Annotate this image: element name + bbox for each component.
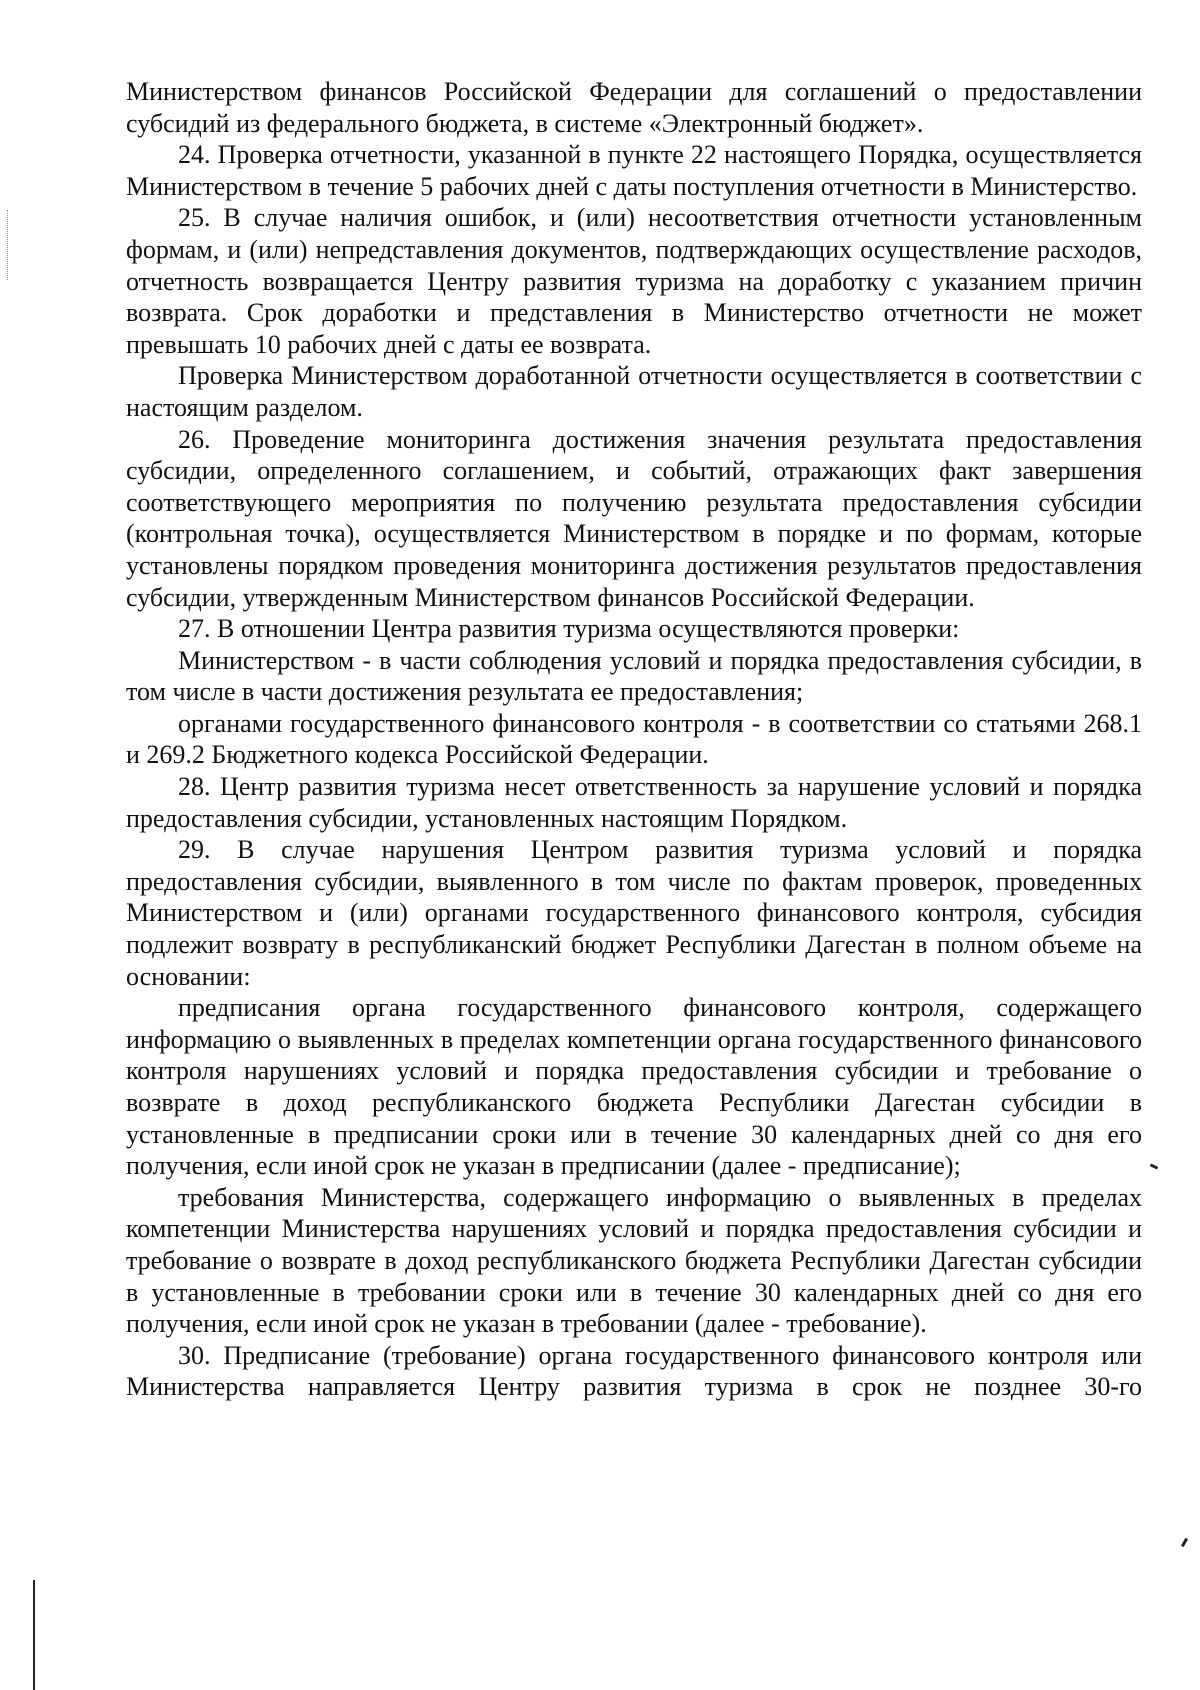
document-body (126, 76, 1142, 1403)
paragraph-item-28: 28. Центр развития туризма несет ответственность за нарушение условий и порядка предоставления субсидии, установленных настоящим Порядком. (126, 772, 1142, 833)
paragraph: органами государственного финансового контроля - в соответствии со статьями 268.1 и 269.2 Бюджетного кодекса Российской Федерации. (126, 708, 1142, 770)
scan-artifact-left-line (33, 1580, 35, 1690)
paragraph-item-25: 25. В случае наличия ошибок, и (или) несоответствия отчетности установленным формам, и (или) непредставления документов, подтверждающих осуществление расходов, отчетность возвращается Центру развития туризма на доработку с указанием причин возврата. Срок доработки и представления в Министерство отчетности не может превышать 10 рабочих дней с даты ее возврата. (126, 203, 1142, 359)
scan-artifact-mark (1150, 1163, 1159, 1169)
paragraph: предписания органа государственного финансового контроля, содержащего информацию о выявленных в пределах компетенции органа государственного финансового контроля нарушениях условий и порядка предоставления субсидии и требование о возврате в доход республиканского бюджета Республики Дагестан субсидии в установленные в предписании сроки или в течение 30 календарных дней со дня его получения, если иной срок не указан в предписании (далее - предписание); (126, 993, 1142, 1181)
paragraph: Проверка Министерством доработанной отчетности осуществляется в соответствии с настоящим разделом. (126, 361, 1142, 422)
scan-artifact-dots (7, 210, 9, 280)
paragraph-item-29: 29. В случае нарушения Центром развития туризма условий и порядка предоставления субсидии, выявленного в том числе по фактам проверок, проведенных Министерством и (или) органами государственного финансового контроля, субсидия подлежит возврату в республиканский бюджет Республики Дагестан в полном объеме на основании: (126, 835, 1142, 991)
paragraph: Министерством - в части соблюдения условий и порядка предоставления субсидии, в том числе в части достижения результата ее предоставления; (126, 645, 1142, 707)
paragraph-item-30: 30. Предписание (требование) органа государственного финансового контроля или Министерства направляется Центру развития туризма в срок не позднее 30-го (126, 1340, 1142, 1402)
paragraph: Министерством финансов Российской Федерации для соглашений о предоставлении субсидий из федерального бюджета, в системе «Электронный бюджет». (126, 77, 1142, 138)
paragraph: требования Министерства, содержащего информацию о выявленных в пределах компетенции Министерства нарушениях условий и порядка предоставления субсидии и требование о возврате в доход республиканского бюджета Республики Дагестан субсидии в установленные в требовании сроки или в течение 30 календарных дней со дня его получения, если иной срок не указан в требовании (далее - требование). (126, 1182, 1142, 1339)
paragraph-item-26: 26. Проведение мониторинга достижения значения результата предоставления субсидии, определенного соглашением, и событий, отражающих факт завершения соответствующего мероприятия по получению результата предоставления субсидии (контрольная точка), осуществляется Министерством в порядке и по формам, которые установлены порядком проведения мониторинга достижения результатов предоставления субсидии, утвержденным Министерством финансов Российской Федерации. (126, 424, 1142, 612)
paragraph-item-24: 24. Проверка отчетности, указанной в пункте 22 настоящего Порядка, осуществляется Министерством в течение 5 рабочих дней с даты поступления отчетности в Министерство. (126, 140, 1142, 201)
scan-artifact-mark (1181, 1538, 1188, 1547)
paragraph-item-27: 27. В отношении Центра развития туризма осуществляются проверки: (178, 614, 960, 644)
